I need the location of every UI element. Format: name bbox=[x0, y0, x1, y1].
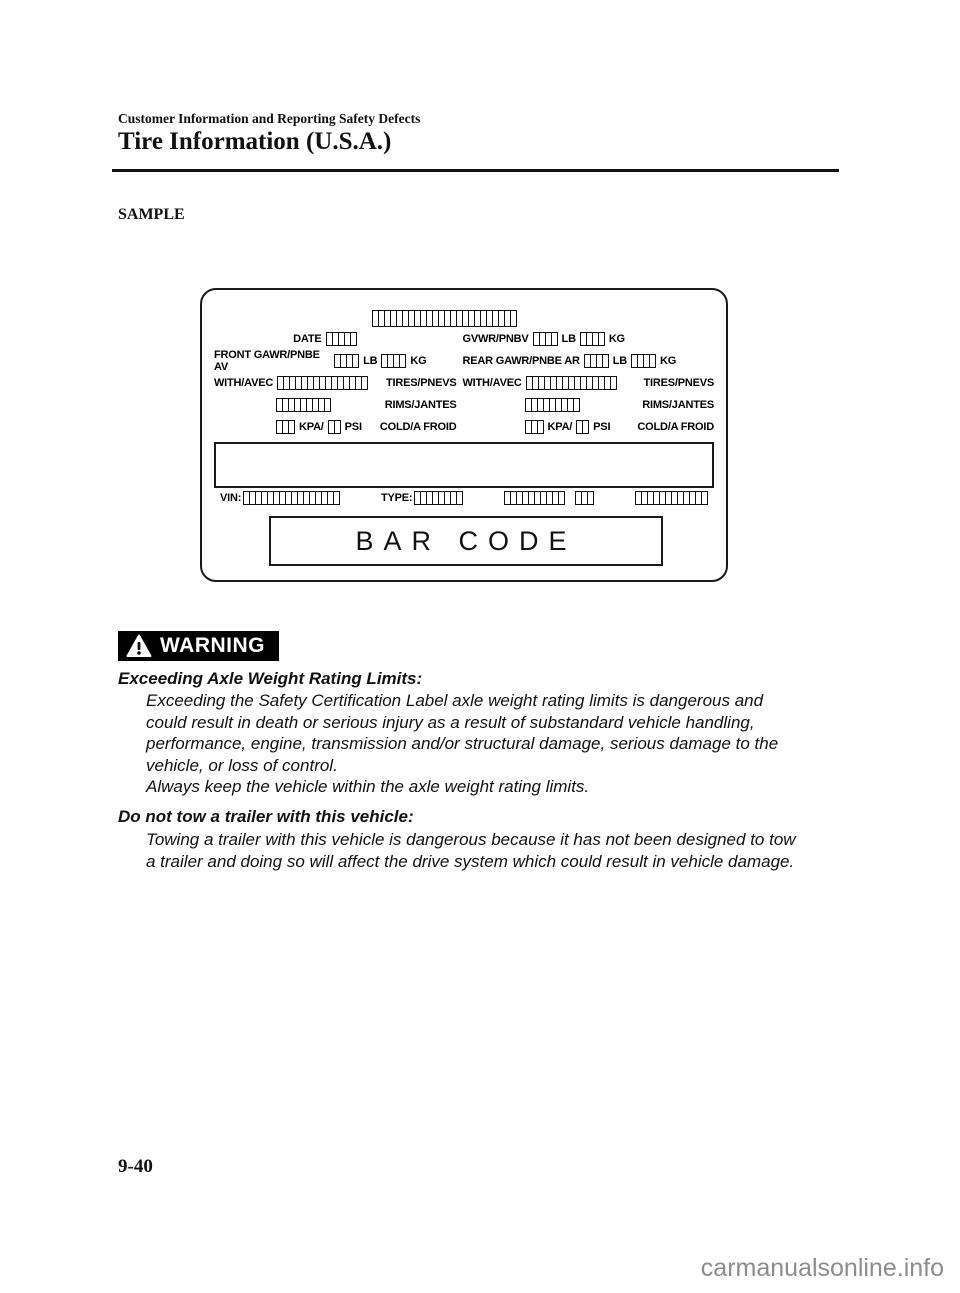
rear-gawr-label: REAR GAWR/PNBE AR bbox=[462, 354, 580, 367]
front-rim-size-field-box bbox=[276, 398, 331, 412]
tires-label: TIRES/PNEVS bbox=[643, 376, 714, 389]
vin-row bbox=[220, 490, 708, 505]
warning-triangle-icon bbox=[126, 634, 152, 658]
kg-label: KG bbox=[659, 354, 677, 367]
rear-rim-size-field-box bbox=[525, 398, 580, 412]
vin-group bbox=[220, 491, 340, 505]
manufacturer-field-box bbox=[372, 310, 517, 327]
field-box-3b bbox=[575, 491, 594, 505]
lb-label: LB bbox=[561, 332, 576, 345]
psi-label: PSI bbox=[344, 420, 362, 433]
gvwr-label: GVWR/PNBV bbox=[462, 332, 529, 345]
rims-label: RIMS/JANTES bbox=[384, 398, 457, 411]
gvwr-kg-field-box bbox=[580, 332, 605, 346]
warning-heading-axle-limits: Exceeding Axle Weight Rating Limits: bbox=[118, 669, 423, 688]
page-title: Tire Information (U.S.A.) bbox=[118, 128, 392, 155]
rear-gawr-kg-field-box bbox=[631, 354, 656, 368]
rims-label: RIMS/JANTES bbox=[642, 398, 714, 411]
tires-label: TIRES/PNEVS bbox=[385, 376, 457, 389]
fourth-field-group bbox=[635, 491, 708, 505]
warning-badge-label: WARNING bbox=[160, 634, 265, 657]
vin-field-box bbox=[243, 491, 340, 505]
type-label: TYPE: bbox=[381, 491, 413, 504]
bar-code-box bbox=[269, 516, 663, 566]
kpa-label: KPA/ bbox=[299, 420, 324, 433]
warning-note-axle-limits: Always keep the vehicle within the axle weight rating limits. bbox=[146, 777, 590, 796]
kg-label: KG bbox=[410, 354, 427, 367]
gvwr-lb-field-box bbox=[533, 332, 558, 346]
rear-tires-group bbox=[457, 376, 715, 390]
front-gawr-lb-field-box bbox=[334, 354, 359, 368]
rear-rims-group bbox=[457, 398, 715, 412]
front-tires-group bbox=[214, 376, 457, 390]
warning-badge bbox=[118, 631, 279, 661]
rear-tire-size-field-box bbox=[526, 376, 617, 390]
rear-kpa-field-box bbox=[525, 420, 544, 434]
lb-label: LB bbox=[612, 354, 627, 367]
header-divider bbox=[112, 169, 839, 172]
kpa-label: KPA/ bbox=[547, 420, 573, 433]
breadcrumb: Customer Information and Reporting Safety Defects bbox=[118, 111, 421, 126]
front-pressure-group bbox=[214, 420, 457, 434]
cold-label: COLD/A FROID bbox=[379, 420, 457, 433]
psi-label: PSI bbox=[593, 420, 611, 433]
type-field-box bbox=[414, 491, 463, 505]
vin-label: VIN: bbox=[220, 491, 242, 504]
warning-body-axle-limits: Exceeding the Safety Certification Label axle weight rating limits is dangerous and could result in death or serious injury as a result of substandard vehicle handling, performance, engine, transmission and/or structural damage, serious damage to the vehicle, or loss of control. bbox=[146, 691, 779, 775]
front-gawr-label: FRONT GAWR/PNBE AV bbox=[214, 348, 320, 373]
tires-row bbox=[214, 375, 714, 390]
type-group bbox=[381, 491, 463, 505]
front-psi-field-box bbox=[328, 420, 341, 434]
field-box-3 bbox=[504, 491, 565, 505]
with-avec-label: WITH/AVEC bbox=[462, 376, 522, 389]
blank-field-rectangle bbox=[214, 442, 714, 488]
page-number: 9-40 bbox=[118, 1156, 153, 1177]
warning-body-no-towing: Towing a trailer with this vehicle is dangerous because it has not been designed to tow a trailer and doing so will affect the drive system which could result in vehicle damage. bbox=[146, 830, 796, 871]
bar-code-label: BAR CODE bbox=[355, 525, 577, 556]
cold-label: COLD/A FROID bbox=[637, 420, 714, 433]
rear-psi-field-box bbox=[576, 420, 589, 434]
warning-heading-no-towing: Do not tow a trailer with this vehicle: bbox=[118, 807, 414, 826]
front-kpa-field-box bbox=[276, 420, 295, 434]
pressure-row bbox=[214, 419, 714, 434]
date-field-box bbox=[326, 332, 357, 346]
date-gvwr-row bbox=[214, 331, 714, 346]
date-group bbox=[214, 332, 457, 346]
sample-label: SAMPLE bbox=[118, 206, 185, 223]
lb-label: LB bbox=[363, 354, 378, 367]
third-field-group bbox=[504, 491, 594, 505]
watermark-text: carmanualsonline.info bbox=[700, 1254, 944, 1282]
rear-gawr-group bbox=[457, 354, 715, 368]
rear-gawr-lb-field-box bbox=[584, 354, 609, 368]
safety-certification-label-diagram bbox=[200, 288, 728, 582]
front-gawr-group bbox=[214, 349, 457, 373]
rims-row bbox=[214, 397, 714, 412]
field-box-4 bbox=[635, 491, 708, 505]
rear-pressure-group bbox=[457, 420, 715, 434]
front-rims-group bbox=[214, 398, 457, 412]
kg-label: KG bbox=[608, 332, 625, 345]
front-gawr-kg-field-box bbox=[381, 354, 406, 368]
front-tire-size-field-box bbox=[277, 376, 368, 390]
date-label: DATE bbox=[293, 332, 322, 345]
gvwr-group bbox=[457, 332, 715, 346]
with-avec-label: WITH/AVEC bbox=[214, 376, 274, 389]
gawr-row bbox=[214, 348, 714, 373]
